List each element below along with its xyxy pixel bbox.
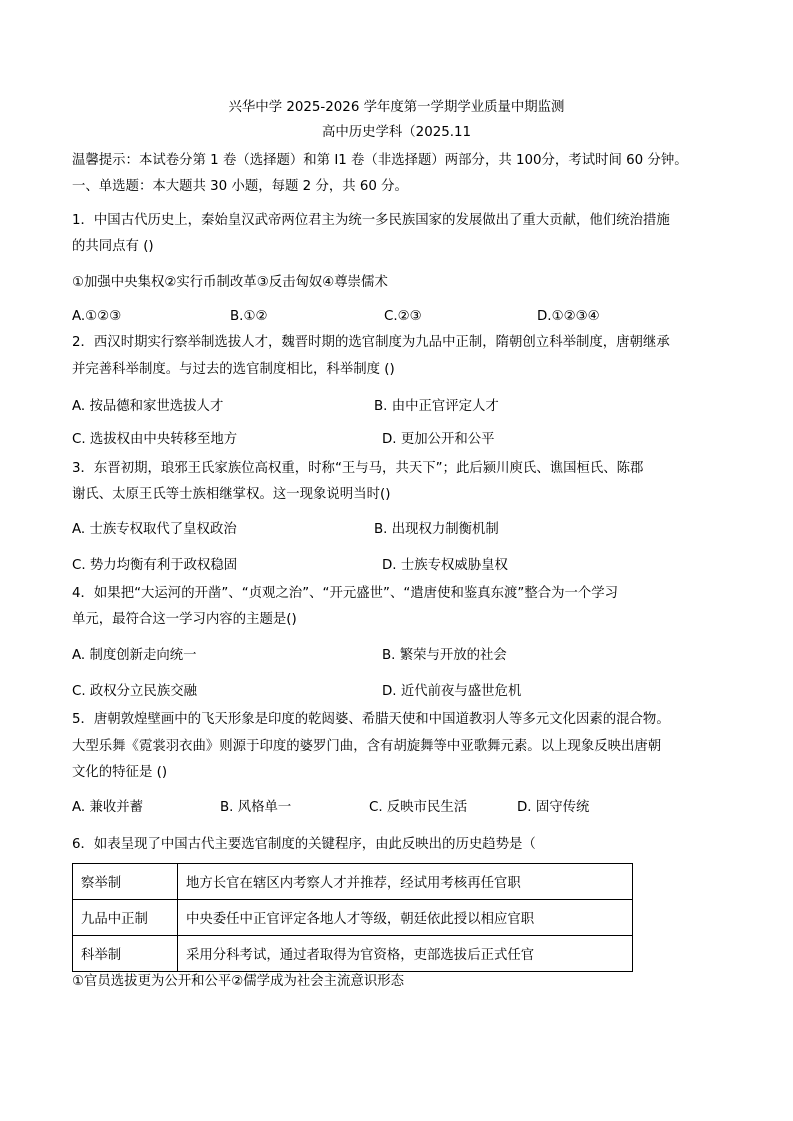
question-4-option-a: A. 制度创新走向统一 [72,648,197,663]
question-1-option-d: D.①②③④ [537,309,600,324]
question-2-line-2: 并完善科举制度。与过去的选官制度相比，科举制度 () [72,362,395,377]
question-2-option-a: A. 按品德和家世选拔人才 [72,399,224,414]
question-3-line-1: 3．东晋初期，琅邪王氏家族位高权重，时称“王与马，共天下”；此后颍川庾氏、谯国桓氏、陈郡 [72,461,644,476]
question-2-option-c: C. 选拔权由中央转移至地方 [72,432,238,447]
table-cell-procedure: 采用分科考试，通过者取得为官资格，吏部选拔后正式任官 [178,936,633,972]
question-3-option-c: C. 势力均衡有利于政权稳固 [72,558,238,573]
question-5-line-1: 5．唐朝敦煌壁画中的飞天形象是印度的乾闼婆、希腊天使和中国道教羽人等多元文化因素的混合物。 [72,712,670,727]
table-cell-procedure: 中央委任中正官评定各地人才等级，朝廷依此授以相应官职 [178,900,633,936]
question-3-line-2: 谢氏、太原王氏等士族相继掌权。这一现象说明当时() [72,487,391,502]
table-row [73,936,633,972]
question-4-line-2: 单元，最符合这一学习内容的主题是() [72,612,297,627]
notice-text: 温馨提示：本试卷分第 1 卷（选择题）和第 I1 卷（非选择题）两部分，共 100分，考试时间 60 分钟。 [72,153,688,168]
question-4-option-b: B. 繁荣与开放的社会 [382,648,507,663]
question-5-option-d: D. 固守传统 [517,800,590,815]
question-5-option-a: A. 兼收并蓄 [72,800,143,815]
table-cell-procedure: 地方长官在辖区内考察人才并推荐，经试用考核再任官职 [178,864,633,900]
question-4-line-1: 4．如果把“大运河的开凿”、“贞观之治”、“开元盛世”、“遣唐使和鉴真东渡”整合为一个学习 [72,586,619,601]
question-4-option-c: C. 政权分立民族交融 [72,684,197,699]
exam-title: 兴华中学 2025-2026 学年度第一学期学业质量中期监测 [228,100,565,115]
question-1-line-1: 1．中国古代历史上，秦始皇汉武帝两位君主为统一多民族国家的发展做出了重大贡献，他们统治措施 [72,213,670,228]
question-1-option-a: A.①②③ [72,309,122,324]
question-3-option-d: D. 士族专权威胁皇权 [382,558,508,573]
table-cell-system: 科举制 [73,936,178,972]
question-4-option-d: D. 近代前夜与盛世危机 [382,684,522,699]
question-1-option-b: B.①② [230,309,268,324]
question-5-option-b: B. 风格单一 [220,800,292,815]
table-cell-system: 察举制 [73,864,178,900]
question-1-option-c: C.②③ [384,309,422,324]
question-2-option-b: B. 由中正官评定人才 [374,399,499,414]
section-heading: 一、单选题：本大题共 30 小题，每题 2 分，共 60 分。 [72,179,408,194]
question-1-line-2: 的共同点有 () [72,239,154,254]
question-6-statements: ①官员选拔更为公开和公平②儒学成为社会主流意识形态 [72,974,404,989]
selection-system-table [72,863,633,972]
question-2-line-1: 2．西汉时期实行察举制选拔人才，魏晋时期的选官制度为九品中正制，隋朝创立科举制度，唐朝继承 [72,335,670,350]
question-5-line-3: 文化的特征是 () [72,765,168,780]
question-3-option-a: A. 士族专权取代了皇权政治 [72,522,237,537]
question-5-option-c: C. 反映市民生活 [369,800,468,815]
table-row [73,864,633,900]
table-cell-system: 九品中正制 [73,900,178,936]
question-3-option-b: B. 出现权力制衡机制 [374,522,499,537]
question-1-statements: ①加强中央集权②实行币制改革③反击匈奴④尊崇儒术 [72,275,388,290]
question-2-option-d: D. 更加公开和公平 [382,432,495,447]
question-5-line-2: 大型乐舞《霓裳羽衣曲》则源于印度的婆罗门曲，含有胡旋舞等中亚歌舞元素。以上现象反映出唐朝 [72,739,662,754]
exam-subtitle: 高中历史学科（2025.11 [321,125,472,140]
table-row [73,900,633,936]
question-6-line-1: 6．如表呈现了中国古代主要选官制度的关键程序，由此反映出的历史趋势是（ [72,837,536,852]
